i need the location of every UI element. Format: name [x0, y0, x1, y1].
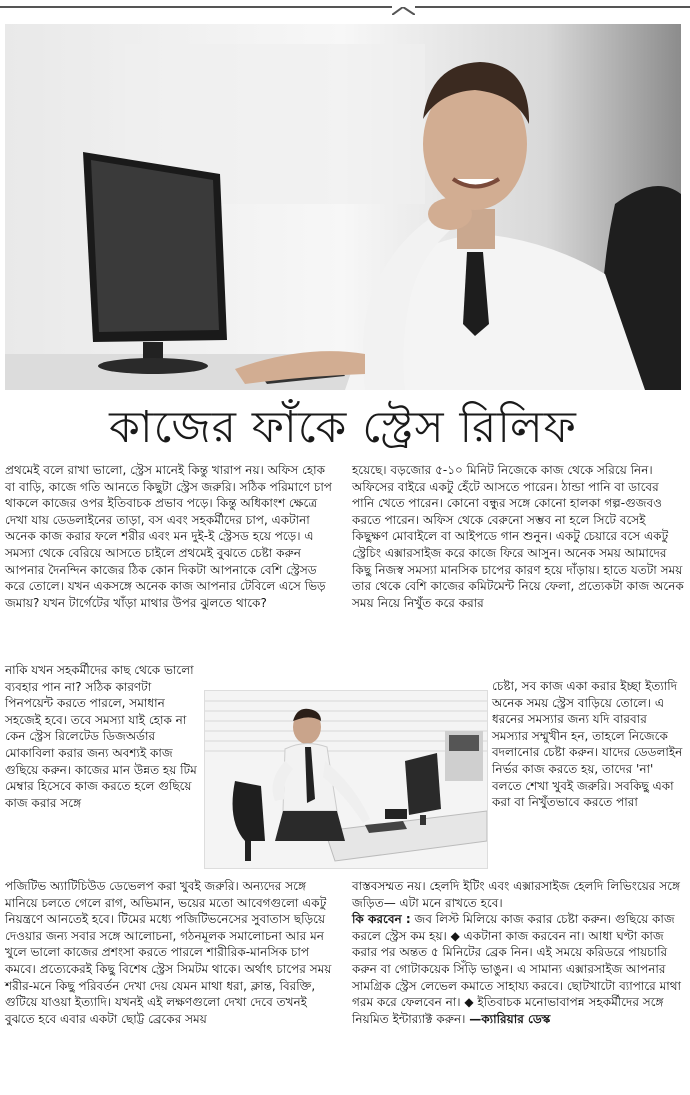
paragraph [352, 878, 684, 911]
tips-text: জব লিস্ট মিলিয়ে কাজ করার চেষ্টা করুন। গুছিয়ে কাজ করলে স্ট্রেস কম হয়। ◆ একটানা কাজ করবেন না। আধা ঘণ্টা কাজ করার পর অন্তত ৫ মিনিটের ব্রেক নিন। এই সময়ে করিডরে পায়চারি করুন বা গোটাকয়েক সিঁড়ি ভাঙুন। এ সামান্য এক্সারসাইজ আপনার সামগ্রিক স্ট্রেস লেভেল কমাতে সাহায্য করবে। ছোটখাটো ব্যাপারে মাথা গরম করে ফেলবেন না। ◆ ইতিবাচক মনোভাবাপন্ন সহকর্মীদের সঙ্গে নিয়মিত ইন্টার‌্যাক্ট করুন। [352, 912, 681, 1026]
what-to-do-label: কি করবেন : [352, 912, 411, 927]
paragraph: চেষ্টা, সব কাজ একা করার ইচ্ছা ইত্যাদি অনেক সময় স্ট্রেস বাড়িয়ে তোলে। এ ধরনের সমস্যার জন্য যদি বারবার সমস্যার সম্মুখীন হন, তাহলে নিজেকে বদলানোর চেষ্টা করুন। যাদের ডেডলাইন নির্ভর কাজ করতে হয়, তাদের 'না' বলতে শেখা খুবই জরুরি। সবকিছু একা করা বা নিখুঁতভাবে করতে পারা [492, 679, 683, 810]
top-rule [0, 0, 690, 10]
body-column-right-top [352, 462, 684, 611]
body-column-left-top [5, 462, 335, 611]
body-column-right-bottom [352, 878, 684, 1027]
body-column-left-bottom [5, 878, 335, 1027]
paragraph: প্রথমেই বলে রাখা ভালো, স্ট্রেস মানেই কিন্তু খারাপ নয়। অফিস হোক বা বাড়ি, কাজে গতি আনতে কিছুটা স্ট্রেস জরুরি। সঠিক পরিমাণে চাপ থাকলে কাজের ওপর ইতিবাচক প্রভাব পড়ে। কিন্তু অধিকাংশ ক্ষেত্রে দেখা যায় ডেডলাইনের তাড়া, বস এবং সহকর্মীদের চাপ, একটানা অনেক কাজ করার ফলে শরীর এবং মন দুই-ই স্ট্রেসড হয়ে পড়ে। এ সমস্যা থেকে বেরিয়ে আসতে চাইলে প্রথমেই বুঝতে চেষ্টা করুন আপনার দৈনন্দিন কাজের ঠিক কোন দিকটা আপনাকে বেশি স্ট্রেসড করে তোলে। যখন একসঙ্গে অনেক কাজ আপনার টেবিলে এসে ভিড় জমায়? যখন টার্গেটের খাঁড়া মাথার উপর ঝুলতে থাকে? [5, 463, 332, 610]
top-rule-right [415, 0, 690, 8]
top-rule-notch [392, 0, 415, 8]
byline: —ক্যারিয়ার ডেস্ক [469, 1011, 551, 1026]
body-column-left-wrap [5, 662, 200, 811]
paragraph: পজিটিভ অ্যাটিচিউড ডেভেলপ করা খুবই জরুরি। অন্যদের সঙ্গে মানিয়ে চলতে গেলে রাগ, অভিমান, ভয়ের মতো আবেগগুলো একটু নিয়ন্ত্রণে আনতেই হবে। টিমের মধ্যে পজিটিভনেসের সুবাতাস ছড়িয়ে দেওয়ার জন্য সবার সঙ্গে আলোচনা, গঠনমূলক সমালোচনা আর মন খুলে ভালো কাজের প্রশংসা করতে পারলে শারীরিক-মানসিক চাপ কমবে। প্রত্যেকেরই কিছু বিশেষ স্ট্রেস সিমটম থাকে। অর্থাৎ চাপের সময় শরীর-মনে কিছু পরিবর্তন দেখা দেয় যেমন মাথা ধরা, ক্লান্ত, বিরক্তি, গুটিয়ে যাওয়া ইত্যাদি। যখনই এই লক্ষণগুলো দেখা দেবে তখনই বুঝতে হবে এবার একটা ছোট্ট ব্রেকের সময় [5, 879, 332, 1026]
hero-photo-man-at-desk [5, 24, 681, 390]
top-rule-left [0, 0, 392, 8]
body-column-right-wrap [492, 678, 684, 811]
tips-paragraph [352, 911, 684, 1027]
paragraph: নাকি যখন সহকর্মীদের কাছ থেকে ভালো ব্যবহার পান না? সঠিক কারণটা পিনপয়েন্ট করতে পারলে, সমাধান সহজেই হবে। তবে সমস্যা যাই হোক না কেন স্ট্রেস রিলেটেড ডিজঅর্ডার মোকাবিলা করার জন্য অবশ্যই কাজ গুছিয়ে করুন। কাজের মান উন্নত হয় টিম মেম্বার হিসেবে কাজ করতে হলে গুছিয়ে কাজ করার সঙ্গে [5, 663, 197, 810]
paragraph-text: বাস্তবসম্মত নয়। হেলদি ইটিং এবং এক্সারসাইজ হেলদি লিভিংয়ের সঙ্গে জড়িত— এটা মনে রাখতে হবে। [352, 879, 680, 910]
inset-photo-man-back-pain [204, 690, 488, 869]
paragraph: হয়েছে। বড়জোর ৫-১০ মিনিট নিজেকে কাজ থেকে সরিয়ে নিন। অফিসের বাইরে একটু হেঁটে আসতে পারেন। ঠান্ডা পানি বা ডাবের পানি খেতে পারেন। কোনো বন্ধুর সঙ্গে কোনো হালকা গল্প-গুজবও করতে পারেন। অফিস থেকে বেরুনো সম্ভব না হলে সিটে বসেই কিছুক্ষণ মোবাইলে বা আইপডে গান শুনুন। একটু চেয়ারে বসে একটু স্ট্রেচিং এক্সারসাইজ করে কাজে ফিরে আসুন। অনেক সময় আমাদের কিছু নিজস্ব সমস্যা মানসিক চাপের কারণ হয়ে দাঁড়ায়। হাতে যতটা সময় তার থেকে বেশি কাজের কমিটমেন্ট নিয়ে ফেলা, প্রত্যেকটা কাজ অনেক সময় নিয়ে নিখুঁত করে করার [352, 463, 684, 610]
article-title: কাজের ফাঁকে স্ট্রেস রিলিফ [109, 402, 577, 453]
